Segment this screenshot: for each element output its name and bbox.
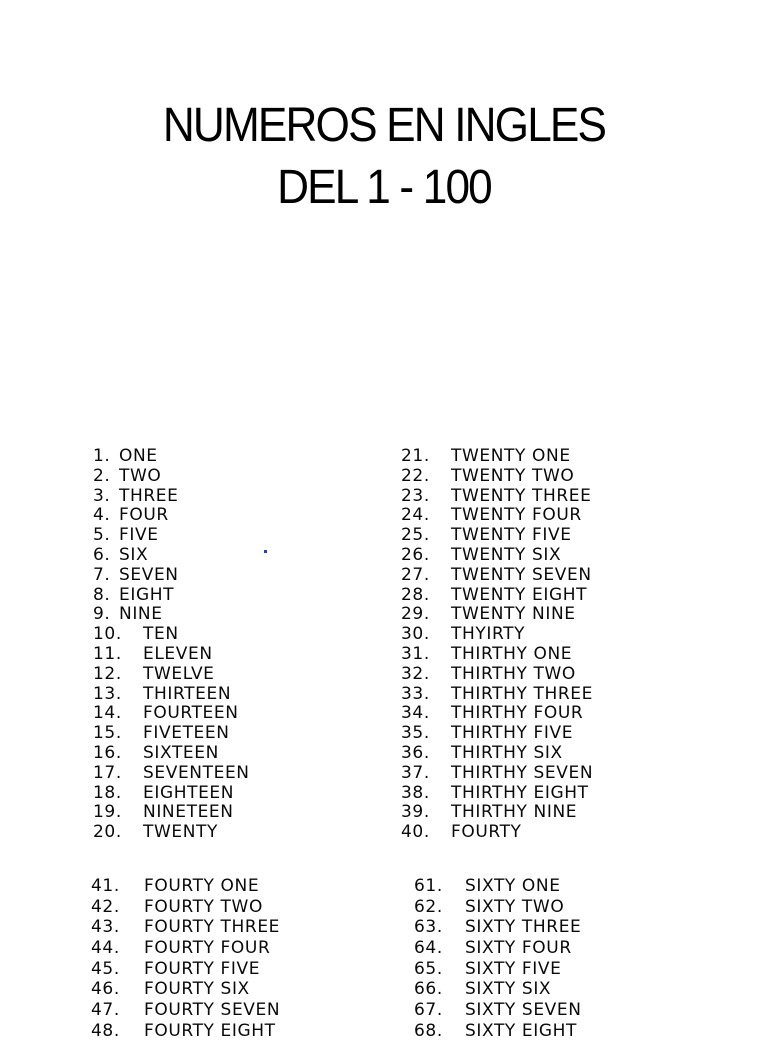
list-item-number: 19. [93, 802, 122, 823]
list-item-number: 67. [414, 1000, 443, 1021]
list-item-number: 23. [401, 485, 430, 506]
list-item-word: ONE [119, 446, 158, 466]
list-item-number: 29. [401, 604, 430, 625]
list-item [91, 938, 280, 959]
list-item-number: 12. [93, 663, 122, 684]
list-item-number: 26. [401, 544, 430, 565]
list-item-word: THIRTHY SEVEN [451, 762, 594, 783]
list-item-word: SEVEN [119, 564, 179, 585]
list-item-number: 14. [93, 703, 122, 724]
list-item [93, 784, 250, 804]
list-item-word: TWENTY SEVEN [451, 564, 592, 585]
list-item-number: 3. [93, 485, 111, 506]
list-item-word: SIXTY SIX [465, 979, 552, 1000]
list-item-number: 66. [414, 979, 443, 1000]
list-item [93, 625, 250, 645]
list-item [93, 506, 250, 526]
list-item-word: FOURTY [451, 822, 522, 843]
list-item-number: 35. [401, 723, 430, 744]
list-item-word: ELEVEN [143, 643, 213, 664]
list-item-word: EIGHTEEN [143, 782, 235, 803]
list-item-number: 44. [91, 938, 120, 959]
list-item-word: SIXTY EIGHT [465, 1020, 578, 1041]
list-item-number: 7. [93, 564, 111, 585]
list-item-word: THYIRTY [451, 624, 526, 645]
list-item-word: THIRTEEN [143, 683, 232, 704]
number-list-1-20 [93, 447, 250, 843]
list-item-word: FOURTY THREE [144, 917, 281, 938]
list-item-number: 37. [401, 762, 430, 783]
list-item [93, 803, 250, 823]
list-item [401, 724, 593, 744]
list-item-number: 45. [91, 958, 120, 979]
list-item-word: SIXTY TWO [465, 896, 565, 917]
list-item-word: FOURTY ONE [144, 876, 260, 896]
list-item [401, 665, 593, 685]
list-item-word: TWENTY SIX [451, 544, 562, 565]
list-item-word: TWENTY ONE [451, 446, 571, 466]
list-item-word: TWO [119, 465, 162, 486]
list-item-number: 32. [401, 663, 430, 684]
list-item [401, 823, 593, 843]
list-item-word: THIRTHY THREE [451, 683, 593, 704]
list-item-word: TWENTY TWO [451, 465, 575, 486]
title-line-1: NUMEROS EN INGLES [162, 99, 606, 152]
list-item-number: 11. [93, 643, 122, 664]
list-item-number: 20. [93, 822, 122, 843]
slide-title [31, 95, 738, 219]
list-item-word: THIRTHY FIVE [451, 723, 574, 744]
list-item [93, 645, 250, 665]
list-item-number: 63. [414, 917, 443, 938]
list-item-word: SIXTY SEVEN [465, 1000, 582, 1021]
list-item [401, 467, 593, 487]
list-item-number: 4. [93, 505, 111, 526]
list-item-word: FOURTY SIX [144, 979, 250, 1000]
list-item [91, 1000, 280, 1021]
list-item-word: NINETEEN [143, 802, 234, 823]
list-item-number: 61. [414, 876, 443, 896]
list-item [93, 605, 250, 625]
list-item-word: THIRTHY TWO [451, 663, 576, 684]
list-item-word: FOURTY TWO [144, 896, 263, 917]
list-item-word: THIRTHY NINE [451, 802, 578, 823]
list-item [93, 546, 250, 566]
list-item [93, 724, 250, 744]
list-item [93, 586, 250, 606]
list-item-number: 68. [414, 1020, 443, 1041]
list-item-number: 17. [93, 762, 122, 783]
list-item-word: SIXTEEN [143, 742, 219, 763]
list-item-word: FOURTY FIVE [144, 958, 261, 979]
list-item-word: TEN [143, 624, 179, 645]
list-item-word: FIVE [119, 525, 159, 546]
list-item [91, 876, 280, 897]
list-item-number: 48. [91, 1020, 120, 1041]
list-item-word: TWENTY THREE [451, 485, 592, 506]
list-item-word: TWELVE [143, 663, 215, 684]
list-item [93, 447, 250, 467]
list-item [93, 685, 250, 705]
list-item [414, 979, 582, 1000]
list-item [401, 704, 593, 724]
list-item-word: FIVETEEN [143, 723, 230, 744]
list-item [93, 704, 250, 724]
list-item-number: 27. [401, 564, 430, 585]
list-item-number: 40. [401, 822, 430, 843]
list-item-word: SIX [119, 544, 149, 565]
list-item-number: 15. [93, 723, 122, 744]
list-item [401, 586, 593, 606]
list-item-number: 10. [93, 624, 122, 645]
list-item-number: 2. [93, 465, 111, 486]
list-item [414, 897, 582, 918]
list-item [414, 1000, 582, 1021]
list-item-word: SIXTY FIVE [465, 958, 562, 979]
list-item-word: THIRTHY SIX [451, 742, 563, 763]
list-item-word: THREE [119, 485, 179, 506]
list-item [93, 744, 250, 764]
stray-dot-mark [264, 550, 267, 553]
number-list-21-40 [401, 447, 593, 843]
list-item [401, 506, 593, 526]
list-item-number: 28. [401, 584, 430, 605]
list-item [401, 605, 593, 625]
list-item-number: 34. [401, 703, 430, 724]
list-item-number: 8. [93, 584, 111, 605]
list-item [93, 665, 250, 685]
list-item-number: 65. [414, 958, 443, 979]
list-item-number: 64. [414, 938, 443, 959]
list-item [91, 959, 280, 980]
list-item [414, 876, 582, 897]
list-item [414, 959, 582, 980]
list-item-number: 42. [91, 896, 120, 917]
list-item-number: 16. [93, 742, 122, 763]
list-item [401, 645, 593, 665]
list-item-word: FOURTEEN [143, 703, 239, 724]
list-item-word: TWENTY NINE [451, 604, 576, 625]
list-item-word: FOURTY FOUR [144, 938, 271, 959]
list-item [93, 823, 250, 843]
list-item-word: THIRTHY EIGHT [451, 782, 589, 803]
list-item-number: 13. [93, 683, 122, 704]
list-item [401, 566, 593, 586]
list-item-number: 25. [401, 525, 430, 546]
list-item-word: THIRTHY ONE [451, 643, 573, 664]
list-item [401, 487, 593, 507]
list-item-word: FOUR [119, 505, 169, 526]
list-item-number: 22. [401, 465, 430, 486]
list-item [93, 526, 250, 546]
list-item-number: 33. [401, 683, 430, 704]
list-item [414, 938, 582, 959]
list-item [401, 803, 593, 823]
list-item-number: 43. [91, 917, 120, 938]
list-item [91, 897, 280, 918]
list-item-word: SIXTY FOUR [465, 938, 572, 959]
list-item-word: SIXTY THREE [465, 917, 582, 938]
list-item [91, 917, 280, 938]
list-item-number: 30. [401, 624, 430, 645]
list-item [401, 447, 593, 467]
list-item-word: NINE [119, 604, 163, 625]
list-item [93, 764, 250, 784]
list-item [93, 566, 250, 586]
list-item [401, 625, 593, 645]
list-item-word: EIGHT [119, 584, 175, 605]
list-item-number: 21. [401, 446, 430, 466]
number-list-61-80 [414, 876, 582, 1042]
list-item-number: 47. [91, 1000, 120, 1021]
list-item-number: 5. [93, 525, 111, 546]
list-item-number: 31. [401, 643, 430, 664]
list-item-word: TWENTY FIVE [451, 525, 572, 546]
list-item-number: 46. [91, 979, 120, 1000]
list-item-word: TWENTY EIGHT [451, 584, 588, 605]
list-item-number: 39. [401, 802, 430, 823]
list-item-number: 9. [93, 604, 111, 625]
list-item-number: 62. [414, 896, 443, 917]
list-item [93, 487, 250, 507]
list-item [401, 764, 593, 784]
title-line-2: DEL 1 - 100 [277, 161, 491, 214]
list-item-number: 24. [401, 505, 430, 526]
list-item-word: FOURTY SEVEN [144, 1000, 281, 1021]
list-item-word: FOURTY EIGHT [144, 1020, 276, 1041]
list-item [401, 526, 593, 546]
list-item [401, 546, 593, 566]
list-item [414, 917, 582, 938]
list-item-word: TWENTY [143, 822, 219, 843]
number-list-41-60 [91, 876, 280, 1042]
list-item-word: TWENTY FOUR [451, 505, 582, 526]
list-item [401, 744, 593, 764]
list-item-number: 1. [93, 446, 111, 466]
list-item [401, 685, 593, 705]
list-item-number: 6. [93, 544, 111, 565]
list-item [401, 784, 593, 804]
list-item-number: 36. [401, 742, 430, 763]
list-item-number: 38. [401, 782, 430, 803]
list-item-word: SIXTY ONE [465, 876, 561, 896]
list-item-word: SEVENTEEN [143, 762, 250, 783]
list-item [91, 979, 280, 1000]
list-item [93, 467, 250, 487]
list-item-number: 18. [93, 782, 122, 803]
list-item-number: 41. [91, 876, 120, 896]
list-item-word: THIRTHY FOUR [451, 703, 584, 724]
